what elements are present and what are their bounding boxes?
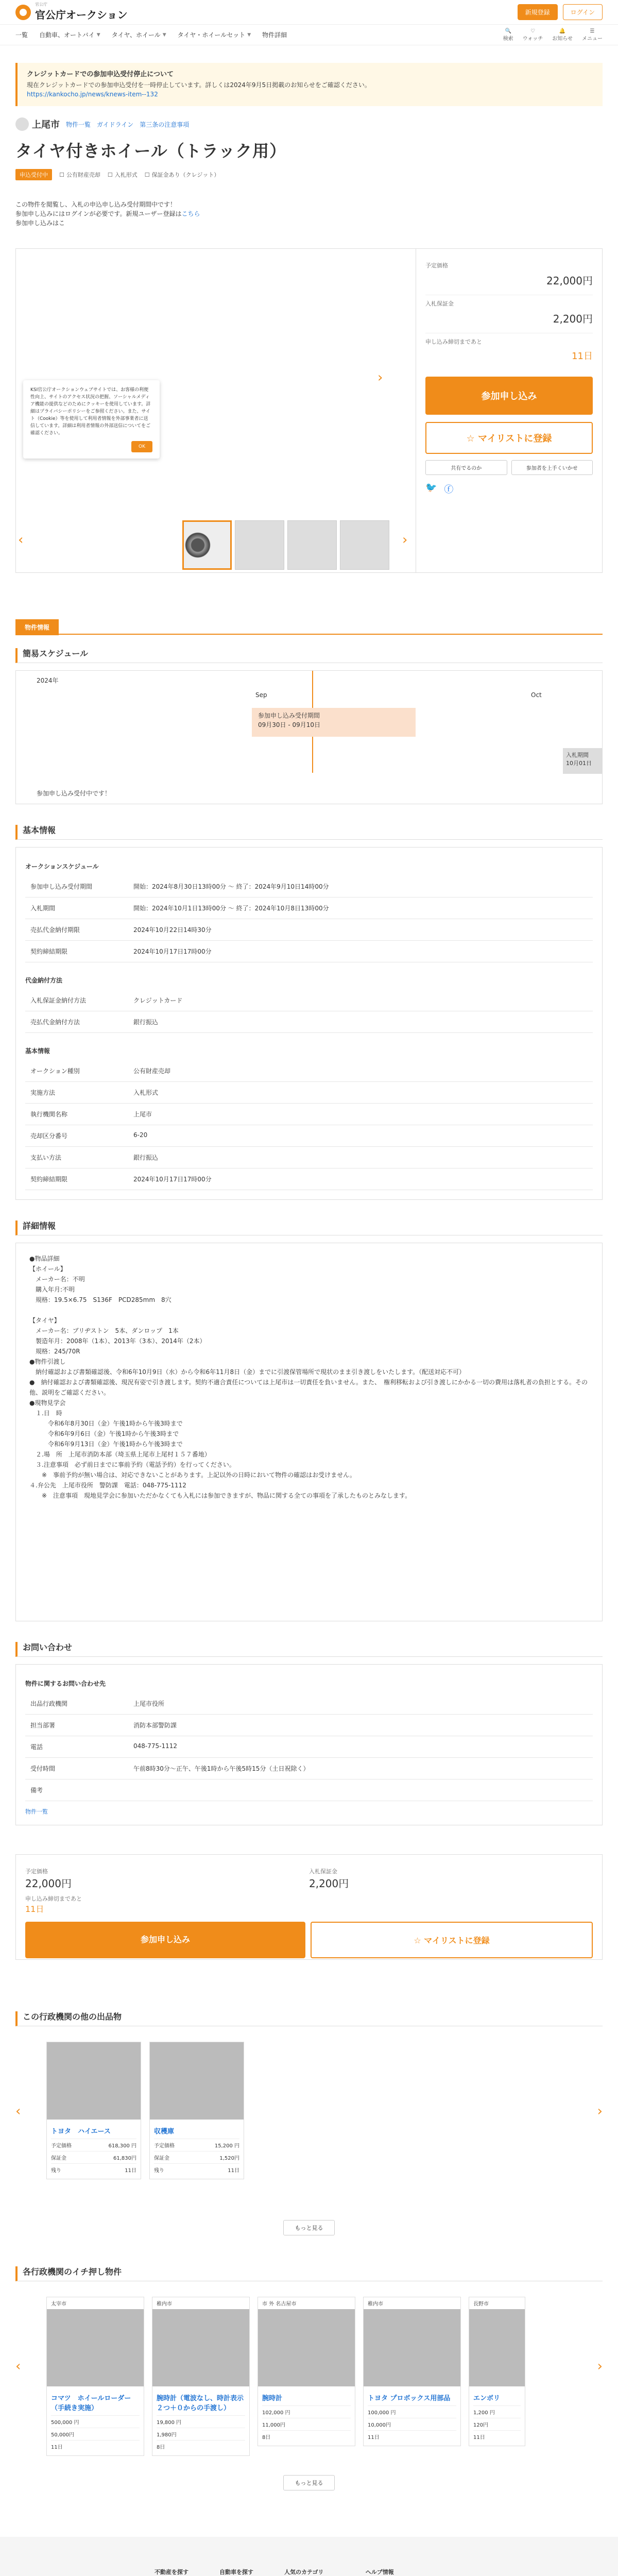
contact-table [15, 1664, 603, 1825]
schedule-chart [15, 670, 603, 804]
detail-line: ●物件引渡し [29, 1358, 66, 1365]
page-title: タイヤ付きホイール（トラック用） [15, 141, 287, 161]
subheading: オークションスケジュール [25, 863, 99, 870]
detail-line: メーカー名：不明 [29, 1276, 85, 1283]
table-row [25, 1125, 593, 1147]
watchlist-label: マイリストに登録 [478, 433, 552, 444]
price-row [473, 2405, 521, 2418]
nav-label: 物件詳細 [262, 31, 287, 39]
signup-button[interactable]: 新規登録 [518, 4, 558, 20]
prev-arrow-icon[interactable]: ‹ [15, 2359, 21, 2374]
category-nav [0, 25, 618, 45]
detail-line: １.日 時 [29, 1410, 62, 1417]
footer-column [219, 2568, 253, 2576]
card-body [150, 2120, 244, 2179]
card-body [364, 2386, 460, 2446]
contact-heading: お問い合わせ [15, 1642, 603, 1657]
notice-label: お知らせ [552, 36, 573, 42]
next-thumb-arrow-icon[interactable]: › [402, 532, 408, 548]
price-row [51, 2440, 140, 2452]
price-label: 保証金 [154, 2156, 169, 2161]
planned-price-value: 22,000円 [25, 1877, 72, 1890]
detail-heading: 詳細情報 [15, 1221, 603, 1235]
detail-line: 規格：245/70R [29, 1348, 80, 1355]
price-value: 11,000円 [262, 2422, 285, 2428]
item-image [469, 2309, 525, 2386]
price-value: 8日 [262, 2435, 271, 2441]
table-row [25, 919, 593, 941]
price-label: 残り [154, 2168, 164, 2174]
price-value: 11日 [473, 2435, 485, 2441]
price-row [157, 2440, 245, 2452]
pick-items-carousel [15, 2297, 603, 2467]
table-row [25, 1082, 593, 1104]
price-value: 11日 [228, 2168, 239, 2174]
price-label: 保証金 [51, 2156, 66, 2161]
price-value: 1,980円 [157, 2432, 177, 2438]
notice-link[interactable]: https://kankocho.jp/news/knews-item--132 [27, 91, 158, 98]
price-value: 8日 [157, 2445, 165, 2450]
nav-label: タイヤ・ホイールセット [177, 31, 246, 39]
price-value: 61,830円 [113, 2156, 136, 2161]
row-value: 048-775-1112 [133, 1742, 178, 1750]
row-value: クレジットカード [133, 997, 183, 1004]
item-image [47, 2042, 141, 2120]
nav-label: タイヤ、ホイール [111, 31, 161, 39]
tab-item-info[interactable]: 物件情報 [15, 619, 59, 635]
apply-button[interactable]: 参加申し込み [25, 1922, 305, 1958]
watchlist-label: マイリストに登録 [424, 1936, 490, 1945]
subheading: 基本情報 [25, 1047, 50, 1055]
price-row [154, 2163, 239, 2176]
detail-line: ※ 事前予約が無い場合は、対応できないことがあります。上記以外の日時において物件の確認はお受けません。 [29, 1471, 356, 1479]
price-row [473, 2430, 521, 2443]
org-name: 太宰市 [51, 2301, 66, 2307]
table-row [25, 876, 593, 897]
price-value: 19,800 円 [157, 2420, 182, 2426]
row-key: 出品行政機関 [30, 1700, 68, 1707]
bar-label: 入札期間 [566, 752, 589, 758]
item-image [47, 2309, 144, 2386]
table-row [25, 1147, 593, 1168]
table-row [25, 1758, 593, 1780]
row-key: 契約締結期限 [30, 948, 68, 955]
nav-item-list[interactable] [15, 30, 28, 39]
tag-bid: ☐ 入札形式 [107, 171, 138, 178]
more-button[interactable]: もっと見る [283, 2220, 335, 2235]
row-value: 消防本部警防課 [133, 1722, 177, 1729]
login-button[interactable]: ログイン [563, 4, 603, 20]
share-button[interactable]: 参加者を上手くいかせ [511, 460, 593, 475]
row-key: 実施方法 [30, 1089, 56, 1096]
item-image [364, 2309, 460, 2386]
detail-line [29, 1305, 589, 1315]
row-value: 2024年10月22日14時30分 [133, 926, 212, 934]
row-value: 公有財産売却 [133, 1067, 171, 1075]
basic-heading: 基本情報 [15, 825, 603, 840]
card-body [47, 2386, 144, 2455]
search-icon[interactable]: 🔍 検索 [503, 28, 513, 42]
row-key: 入札期間 [30, 905, 56, 912]
thumbnail[interactable] [182, 520, 232, 570]
schedule-month: Sep [255, 691, 267, 699]
site-footer [0, 2537, 618, 2576]
price-row [262, 2405, 351, 2418]
detail-line: ● 納付確認および書類確認後、現況有姿で引き渡します。契約不適合責任については上尾市は一切責任を負いません。また、 権利移転および引き渡しにかかる一切の費用は落札者の負担とする。その他、説明をご確認ください。 [29, 1379, 588, 1396]
row-value: 入札形式 [133, 1089, 159, 1096]
price-value: 120円 [473, 2422, 489, 2428]
deadline-label: 申し込み締切まであと [425, 338, 482, 345]
price-row [51, 2163, 136, 2176]
other-items-carousel [15, 2042, 603, 2212]
org-name: 市 外 名古屋市 [262, 2301, 297, 2307]
table-row [25, 1104, 593, 1125]
logo-text: 官公庁オークション [35, 9, 128, 21]
card-body [152, 2386, 249, 2455]
breadcrumb-link[interactable]: ガイドライン [97, 121, 134, 128]
price-value: 102,000 円 [262, 2410, 290, 2416]
footer-heading: ヘルプ情報 [365, 2569, 394, 2575]
nav-item-detail [262, 30, 287, 39]
facebook-icon[interactable]: ⓕ [444, 484, 454, 495]
share-button[interactable]: 共有でるのか [425, 460, 507, 475]
price-value: 11日 [368, 2435, 380, 2441]
footer-heading: 人気のカテゴリ [284, 2569, 324, 2575]
prev-arrow-icon[interactable]: ‹ [15, 2104, 21, 2119]
breadcrumb [15, 117, 603, 131]
nav-item-tire[interactable] [112, 30, 166, 39]
row-key: 電話 [30, 1743, 43, 1751]
schedule-year: 2024年 [37, 677, 59, 684]
price-label: 残り [51, 2168, 61, 2174]
watchlist-button[interactable]: ☆ マイリストに登録 [425, 422, 593, 454]
row-key: 契約締結期限 [30, 1176, 68, 1183]
table-row [25, 1693, 593, 1715]
item-name[interactable]: コマツ ホイールローダー（手続き実施） [51, 2395, 131, 2412]
item-list-link[interactable]: 物件一覧 [25, 1808, 48, 1815]
notice-body: 現在クレジットカードでの参加申込受付を一時停止しています。詳しくは2024年9月5日掲載のお知らせをご確認ください。 [27, 81, 371, 89]
item-card[interactable] [363, 2297, 461, 2446]
city-emblem-icon [15, 117, 29, 131]
deposit-label: 入札保証金 [309, 1868, 337, 1875]
image-gallery [16, 249, 416, 572]
more-button[interactable]: もっと見る [283, 2475, 335, 2490]
table-row [25, 1168, 593, 1190]
detail-line: ●現物見学会 [29, 1399, 66, 1406]
detail-line: 令和6年9月6日（金）午後1時から午後3時まで [29, 1430, 179, 1437]
footer-heading: 不動産を探す [154, 2569, 188, 2575]
cookie-ok-button[interactable]: OK [131, 441, 152, 452]
price-row [262, 2418, 351, 2430]
table-row [25, 1715, 593, 1736]
bid-period-bar [563, 748, 602, 774]
nav-label: 自動車、オートバイ [39, 31, 95, 39]
detail-line: 令和6年9月13日（金）午後1時から午後3時まで [29, 1440, 183, 1448]
table-row [25, 1011, 593, 1033]
deadline-value: 11日 [25, 1904, 44, 1914]
price-label: 予定価格 [51, 2143, 72, 2149]
detail-line: 規格：19.5×6.75 S136F PCD285mm 8穴 [29, 1296, 171, 1303]
card-body [469, 2386, 525, 2446]
item-image [150, 2042, 244, 2120]
chevron-down-icon: ▼ [96, 32, 100, 38]
twitter-icon[interactable]: 🐦 [425, 482, 437, 493]
row-value: 開始：2024年10月1日13時00分 ～ 終了：2024年10月8日13時00分 [133, 905, 329, 912]
footer-column [284, 2568, 335, 2576]
deadline-value: 11日 [572, 351, 593, 362]
row-value: 上尾市役所 [133, 1700, 165, 1707]
chevron-down-icon: ▼ [247, 32, 251, 38]
detail-line: ※ 注意事項 現地見学会に参加いただかなくても入札には参加できますが、物品に関する全ての事項を了承したものとみなします。 [29, 1492, 411, 1499]
card-body [47, 2120, 141, 2179]
item-card[interactable] [258, 2297, 355, 2446]
deadline-label: 申し込み締切まであと [25, 1895, 82, 1902]
price-row [51, 2151, 136, 2163]
price-row [368, 2430, 456, 2443]
row-key: オークション種別 [30, 1067, 80, 1075]
intro-line: 参加申し込みにはログインが必要です。新規ユーザー登録は [15, 210, 182, 217]
detail-line: 【タイヤ】 [29, 1317, 60, 1324]
row-key: 売払代金納付期限 [30, 926, 80, 934]
price-value: 1,520円 [219, 2156, 239, 2161]
price-value: 11日 [125, 2168, 136, 2174]
row-key: 入札保証金納付方法 [30, 997, 87, 1004]
price-row [473, 2418, 521, 2430]
row-key: 支払い方法 [30, 1154, 62, 1161]
item-name[interactable]: 腕時計 [262, 2395, 283, 2402]
price-row [51, 2428, 140, 2440]
watch-label: ウォッチ [522, 36, 543, 42]
price-row [368, 2405, 456, 2418]
chevron-down-icon: ▼ [162, 32, 166, 38]
schedule-heading: 簡易スケジュール [15, 648, 603, 663]
table-row [25, 1060, 593, 1082]
menu-label: メニュー [582, 36, 603, 42]
row-value: 上尾市 [133, 1111, 152, 1118]
bell-icon[interactable]: 🔔 お知らせ [552, 28, 573, 42]
detail-line: 【ホイール】 [29, 1265, 66, 1273]
tag-label: 保証金あり（クレジット） [151, 172, 220, 178]
detail-line: メーカー名：ブリヂストン 5本、ダンロップ 1本 [29, 1327, 179, 1334]
item-image [152, 2309, 249, 2386]
nav-item-tireset[interactable] [178, 30, 251, 39]
apply-button[interactable]: 参加申し込み [425, 377, 593, 415]
thumbnail[interactable] [287, 520, 337, 570]
intro-line: 参加申し込みはこ [15, 219, 65, 227]
cookie-consent [23, 380, 160, 459]
deposit-value: 2,200円 [309, 1877, 349, 1890]
item-card[interactable] [46, 2297, 144, 2456]
detail-line: ３.注意事項 必ず前日までに事前予約（電話予約）を行ってください。 [29, 1461, 235, 1468]
price-row [51, 2139, 136, 2151]
status-badge: 申込受付中 [15, 169, 52, 180]
planned-price-value: 22,000円 [425, 269, 593, 295]
site-header [0, 0, 618, 25]
row-value [128, 1780, 593, 1801]
signup-link[interactable]: こちら [181, 210, 200, 217]
search-label: 検索 [503, 36, 513, 42]
table-row [25, 990, 593, 1011]
item-card[interactable] [149, 2042, 244, 2179]
price-value: 50,000円 [51, 2432, 74, 2438]
row-key: 参加申し込み受付期間 [30, 883, 93, 890]
intro-line: この物件を閲覧し、入札の申込申し込み受付期間中です！ [15, 201, 177, 208]
price-row [157, 2415, 245, 2428]
detail-line: 購入年月:不明 [29, 1286, 75, 1293]
nav-label: 一覧 [15, 31, 28, 39]
prev-thumb-arrow-icon[interactable]: ‹ [18, 532, 24, 548]
row-key: 売却区分番号 [30, 1132, 68, 1140]
heart-icon[interactable]: ♡ ウォッチ [522, 28, 543, 42]
price-value: 100,000 円 [368, 2410, 396, 2416]
tag-list [15, 169, 603, 180]
cookie-text: KSI官公庁オークションウェブサイトでは、お客様の利便性向上、サイトのアクセス状況の把握、ソーシャルメディア機能の提供などのためにクッキーを使用しています。詳細はプライバシーポリシーをご参照ください。また、サイト（Cookie）等を使用して利用者情報を外部事業者に送信しています。詳細は利用者情報の外部送信についてをご確認ください。 [30, 387, 151, 436]
schedule-status: 参加申し込み受付中です！ [37, 790, 111, 797]
table-row [25, 897, 593, 919]
row-value: 開始：2024年8月30日13時00分 ～ 終了：2024年9月10日14時00分 [133, 883, 329, 890]
row-key: 売払代金納付方法 [30, 1019, 80, 1026]
apply-period-bar [252, 708, 416, 737]
bar-dates: 09月30日 - 09月10日 [258, 721, 321, 728]
schedule-month: Oct [531, 691, 542, 699]
row-value: 6-20 [133, 1131, 148, 1139]
row-value: 銀行振込 [133, 1019, 159, 1026]
notice-banner [15, 63, 603, 106]
row-value: 午前8時30分～正午、午後1時から午後5時15分（土日祝除く） [133, 1765, 310, 1772]
breadcrumb-link[interactable]: 第三条の注意事項 [140, 121, 190, 128]
logo-sub: 官公庁 [35, 2, 47, 7]
city-name [15, 117, 60, 131]
price-row [368, 2418, 456, 2430]
item-card[interactable] [469, 2297, 525, 2446]
table-row [25, 941, 593, 962]
price-row [154, 2139, 239, 2151]
row-value: 銀行振込 [133, 1154, 159, 1161]
item-card[interactable] [152, 2297, 250, 2456]
price-value: 500,000 円 [51, 2420, 79, 2426]
footer-column [154, 2568, 188, 2576]
tag-label: 入札形式 [114, 172, 138, 178]
price-value: 618,300 円 [108, 2143, 136, 2149]
city-label: 上尾市 [32, 120, 60, 130]
item-card[interactable] [46, 2042, 141, 2179]
item-name[interactable]: エンボリ [473, 2395, 501, 2402]
thumbnail[interactable] [235, 520, 284, 570]
item-name[interactable]: トヨタ プロボックス用部品 [368, 2395, 451, 2402]
item-name[interactable]: トヨタ ハイエース [51, 2128, 111, 2136]
breadcrumb-link[interactable]: 物件一覧 [66, 121, 91, 128]
thumbnail[interactable] [340, 520, 389, 570]
detail-line: 令和6年8月30日（金）午後1時から午後3時まで [29, 1420, 183, 1427]
tag-deposit: ☐ 保証金あり（クレジット） [144, 171, 220, 178]
notice-title: クレジットカードでの参加申込受付停止について [27, 71, 174, 78]
row-key: 備考 [30, 1787, 43, 1794]
subheading: 代金納付方法 [25, 977, 63, 984]
tag-label: 公有財産売却 [66, 172, 100, 178]
price-label: 予定価格 [154, 2143, 175, 2149]
site-logo[interactable] [15, 3, 128, 22]
row-key: 受付時間 [30, 1765, 56, 1772]
detail-line: ●物品詳細 [29, 1255, 60, 1262]
table-row [25, 1780, 593, 1801]
pick-heading: 各行政機関のイチ押し物件 [15, 2266, 603, 2281]
item-image [258, 2309, 355, 2386]
price-row [157, 2428, 245, 2440]
row-value: 2024年10月17日17時00分 [133, 948, 212, 955]
price-panel [416, 249, 602, 572]
menu-icon[interactable]: ☰ メニュー [582, 28, 603, 42]
footer-heading: 自動車を探す [219, 2569, 253, 2575]
org-name: 稚内市 [157, 2301, 172, 2307]
subheading: 物件に関するお問い合わせ先 [25, 1680, 106, 1687]
bar-label: 参加申し込み受付期間 [258, 712, 320, 719]
price-value: 15,200 円 [214, 2143, 239, 2149]
tab-bar [15, 619, 603, 635]
planned-price-label: 予定価格 [425, 262, 448, 269]
table-row [25, 1736, 593, 1758]
price-row [154, 2151, 239, 2163]
planned-price-label: 予定価格 [25, 1868, 48, 1875]
org-name: 稚内市 [368, 2301, 383, 2307]
card-body [258, 2386, 355, 2446]
item-main [15, 248, 603, 573]
price-value: 10,000円 [368, 2422, 391, 2428]
detail-line: 納付確認および書類確認後、令和6年10月9日（水）から令和6年11月8日（金）までに引渡保管場所で現状のまま引き渡しをいたします。（配送対応不可） [29, 1368, 466, 1376]
detail-text [15, 1243, 603, 1621]
detail-line: ４.弁公先 上尾市役所 警防課 電話：048-775-1112 [29, 1482, 186, 1489]
next-arrow-icon[interactable]: › [597, 2359, 603, 2374]
bar-dates: 10月01日 [566, 760, 592, 767]
price-value: 11日 [51, 2445, 63, 2450]
price-row [262, 2430, 351, 2443]
item-name[interactable]: 腕時計（電波なし、時計表示２つ＋０からの手渡し） [157, 2395, 244, 2412]
deposit-label: 入札保証金 [425, 300, 454, 307]
item-name[interactable]: 収穫庫 [154, 2128, 175, 2136]
deposit-value: 2,200円 [425, 308, 593, 333]
nav-item-car[interactable] [39, 30, 100, 39]
row-key: 執行機関名称 [30, 1111, 68, 1118]
basic-info-table [15, 847, 603, 1200]
price-row [51, 2415, 140, 2428]
row-value: 2024年10月17日17時00分 [133, 1176, 212, 1183]
logo-mark-icon [15, 5, 31, 20]
tag-public-sale: ☐ 公有財産売却 [59, 171, 100, 178]
price-value: 1,200 円 [473, 2410, 495, 2416]
bottom-price-bar [15, 1854, 603, 1960]
watchlist-button[interactable]: ☆ マイリストに登録 [311, 1922, 593, 1958]
detail-line: 製造年月：2008年（1本）、2013年（3本）、2014年（2本） [29, 1337, 206, 1345]
next-image-arrow-icon[interactable]: › [377, 370, 383, 385]
intro-text [15, 200, 603, 228]
other-items-heading: この行政機関の他の出品物 [15, 2011, 603, 2026]
detail-line: ２.場 所 上尾市消防本部（埼玉県上尾市上尾村１５７番地） [29, 1451, 211, 1458]
row-key: 担当部署 [30, 1722, 56, 1729]
footer-column [366, 2568, 400, 2576]
thumbnail-strip [182, 520, 389, 570]
next-arrow-icon[interactable]: › [597, 2104, 603, 2119]
org-name: 長野市 [473, 2301, 489, 2307]
